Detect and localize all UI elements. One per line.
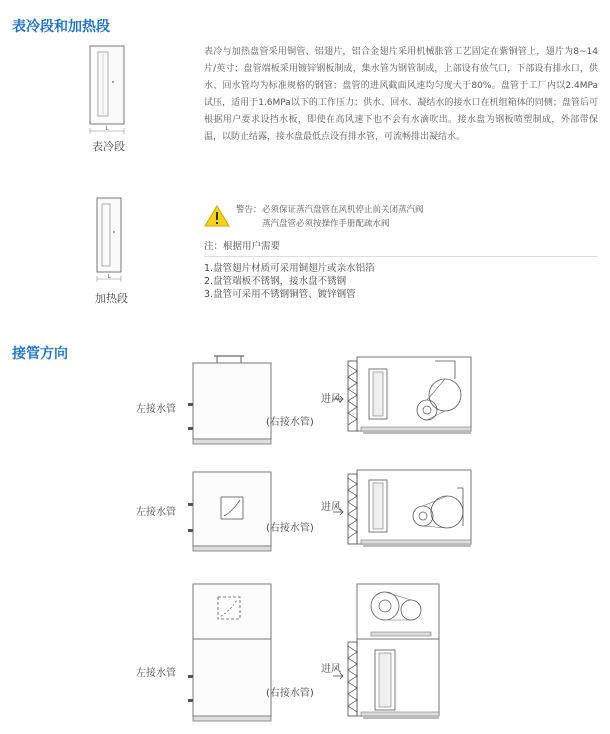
row1-front-view	[180, 352, 280, 452]
cooling-dim-label: L	[105, 125, 109, 132]
warning-prefix: 警告：	[236, 205, 262, 215]
cooling-unit-drawing	[88, 44, 138, 144]
cooling-unit-label: 表冷段	[92, 140, 125, 153]
row1-right-pipe-label: (右接水管)	[266, 417, 314, 428]
row1-left-pipe-label: 左接水管	[136, 404, 176, 415]
note-title: 注：根据用户需要	[204, 241, 281, 252]
row3-side-view	[345, 580, 445, 730]
row2-right-pipe-label: (右接水管)	[266, 523, 314, 534]
heating-unit-drawing	[95, 196, 135, 296]
row3-front-view	[180, 580, 280, 730]
row2-front-view	[180, 466, 280, 556]
row3-right-pipe-label: (右接水管)	[266, 688, 314, 699]
section-title-cooling-heating: 表冷段和加热段	[12, 19, 110, 35]
row3-left-pipe-label: 左接水管	[136, 668, 176, 679]
heating-unit-label: 加热段	[95, 292, 128, 305]
row3-air-inlet-label: 进风	[321, 664, 341, 675]
note-item: 1.盘管翅片材质可采用铜翅片或亲水铝箔	[204, 263, 375, 274]
row1-air-inlet-label: 进风	[321, 394, 341, 405]
row1-side-view	[345, 355, 475, 445]
warning-icon	[204, 204, 230, 228]
note-divider	[204, 256, 598, 257]
heating-dim-label: L	[107, 273, 111, 280]
note-item: 2.盘管端板不锈钢，接水盘不锈钢	[204, 276, 347, 287]
row2-left-pipe-label: 左接水管	[136, 507, 176, 518]
row2-side-view	[345, 468, 475, 558]
warning-line-2: 蒸汽盘管必须按操作手册配疏水阀	[262, 219, 390, 229]
cooling-description: 表冷与加热盘管采用铜管、铝翅片，铝合金翅片采用机械胀管工艺固定在紫铜管上，翅片为8~14片/英寸；盘管端板采用镀锌钢板制成，集水管为钢管制成，上部设有放气口，下部设有排水口，供水、回水管均为标准规格的钢管；盘管的进风截面风速均匀度大于80%。盘管于工厂内以2.4MPa试压，适用于1.6MPa以下的工作压力；供水、回水、凝结水的接水口在机组箱体的同侧；盘管后可根据用户要求设挡水板，即使在高风速下也不会有水滴吹出。接水盘为钢板喷塑制成，外部带保温，以防止结露，接水盘最低点设有排水管，可流畅排出凝结水。	[204, 47, 598, 142]
note-item: 3.盘管可采用不锈钢铜管、镀锌钢管	[204, 289, 356, 300]
row2-air-inlet-label: 进风	[321, 502, 341, 513]
warning-line-1: 必须保证蒸汽盘管在风机停止前关闭蒸汽阀	[262, 205, 424, 215]
section-title-pipe-direction: 接管方向	[12, 346, 68, 362]
